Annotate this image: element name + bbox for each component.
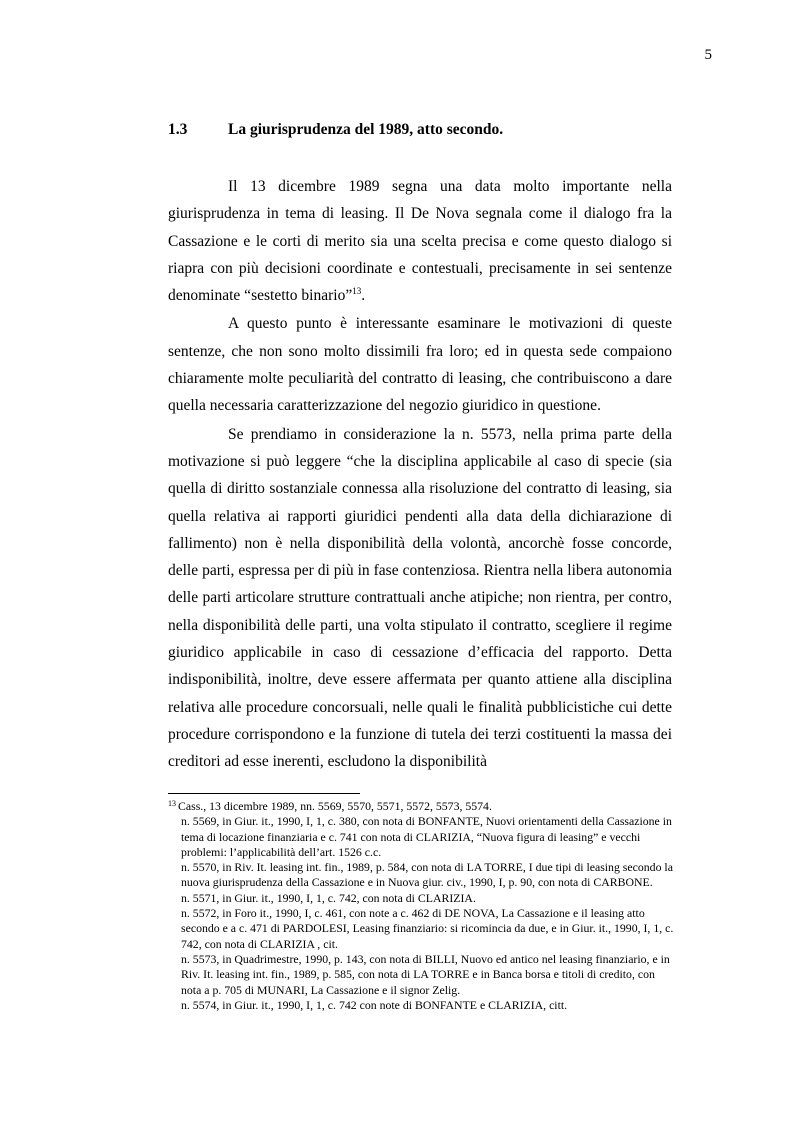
footnote-intro xyxy=(168,799,676,814)
footnote-entry: n. 5569, in Giur. it., 1990, I, 1, c. 380, con nota di BONFANTE, Nuovi orientamenti della Cassazione in tema di locazione finanziaria e c. 741 con nota di CLARIZIA, “Nuova figura di leasing” e vecchi problemi: l’applicabilità dell’art. 1526 c.c. xyxy=(181,814,672,859)
footnote-entry: n. 5570, in Riv. It. leasing int. fin., 1989, p. 584, con nota di LA TORRE, I due tipi di leasing secondo la nuova giurisprudenza della Cassazione e in Nuova giur. civ., 1990, I, p. 90, con nota di CARBONE. xyxy=(181,860,673,890)
section-title: La giurisprudenza del 1989, atto secondo. xyxy=(228,121,504,138)
section-heading xyxy=(168,121,503,139)
footnote-intro-text: Cass., 13 dicembre 1989, nn. 5569, 5570, 5571, 5572, 5573, 5574. xyxy=(178,799,492,813)
page-number: 5 xyxy=(704,47,712,63)
footnote-marker: 13 xyxy=(168,799,176,808)
paragraph-text: Il 13 dicembre 1989 segna una data molto importante nella giurisprudenza in tema di leasing. Il De Nova segnala come il dialogo fra la Cassazione e le corti di merito sia una scelta precisa e come questo dialogo si riapra con più decisioni coordinate e contestuali, precisamente in sei sentenze denominate “sestetto binario” xyxy=(168,178,672,305)
footnote-entry: n. 5574, in Giur. it., 1990, I, 1, c. 742 con note di BONFANTE e CLARIZIA, citt. xyxy=(181,997,568,1012)
footnotes xyxy=(168,799,676,1013)
paragraph xyxy=(168,173,672,309)
footnote-separator xyxy=(168,793,360,794)
body-text xyxy=(168,173,672,776)
paragraph-end: . xyxy=(361,287,366,305)
footnote-entry: n. 5571, in Giur. it., 1990, I, 1, c. 742, con nota di CLARIZIA. xyxy=(181,890,476,905)
section-number: 1.3 xyxy=(168,121,188,138)
footnote-entry: n. 5572, in Foro it., 1990, I, c. 461, con note a c. 462 di DE NOVA, La Cassazione e il leasing atto secondo e a c. 471 di PARDOLESI, Leasing finanziario: si ricomincia da due, e in Giur. it., 1990, I, 1, c. 742, con nota di CLARIZIA , cit. xyxy=(181,906,674,951)
footnote-reference[interactable]: 13 xyxy=(352,286,362,297)
paragraph-text: A questo punto è interessante esaminare le motivazioni di queste sentenze, che non sono molto dissimili fra loro; ed in questa sede compaiono chiaramente molte peculiarità del contratto di leasing, che contribuiscono a dare quella necessaria caratterizzazione del negozio giuridico in questione. xyxy=(168,315,672,415)
paragraph xyxy=(168,421,672,776)
paragraph xyxy=(168,310,672,419)
footnote-entry: n. 5573, in Quadrimestre, 1990, p. 143, con nota di BILLI, Nuovo ed antico nel leasing finanziario, e in Riv. It. leasing int. fin., 1989, p. 585, con nota di LA TORRE e in Banca borsa e titoli di credito, con nota a p. 705 di MUNARI, La Cassazione e il signor Zelig. xyxy=(181,951,670,997)
paragraph-text: Se prendiamo in considerazione la n. 5573, nella prima parte della motivazione si può leggere “che la disciplina applicabile al caso di specie (sia quella di diritto sostanziale connessa alla risoluzione del contratto di leasing, sia quella relativa ai rapporti giuridici pendenti alla data della dichiarazione di fallimento) non è nella disponibilità della volontà, ancorchè fosse concorde, delle parti, espressa per di più in fase contenziosa. Rientra nella libera autonomia delle parti articolare strutture contrattuali anche atipiche; non rientra, per contro, nella disponibilità delle parti, una volta stipulato il contratto, scegliere il regime giuridico applicabile in caso di cessazione d’efficacia del rapporto. Detta indisponibilità, inoltre, deve essere affermata per quanto attiene alla disciplina relativa alle procedure concorsuali, nelle quali le finalità pubblicistiche cui dette procedure corrispondono e la funzione di tutela dei terzi costituenti la massa dei creditori ad esse inerenti, escludono la disponibilità xyxy=(168,425,672,771)
